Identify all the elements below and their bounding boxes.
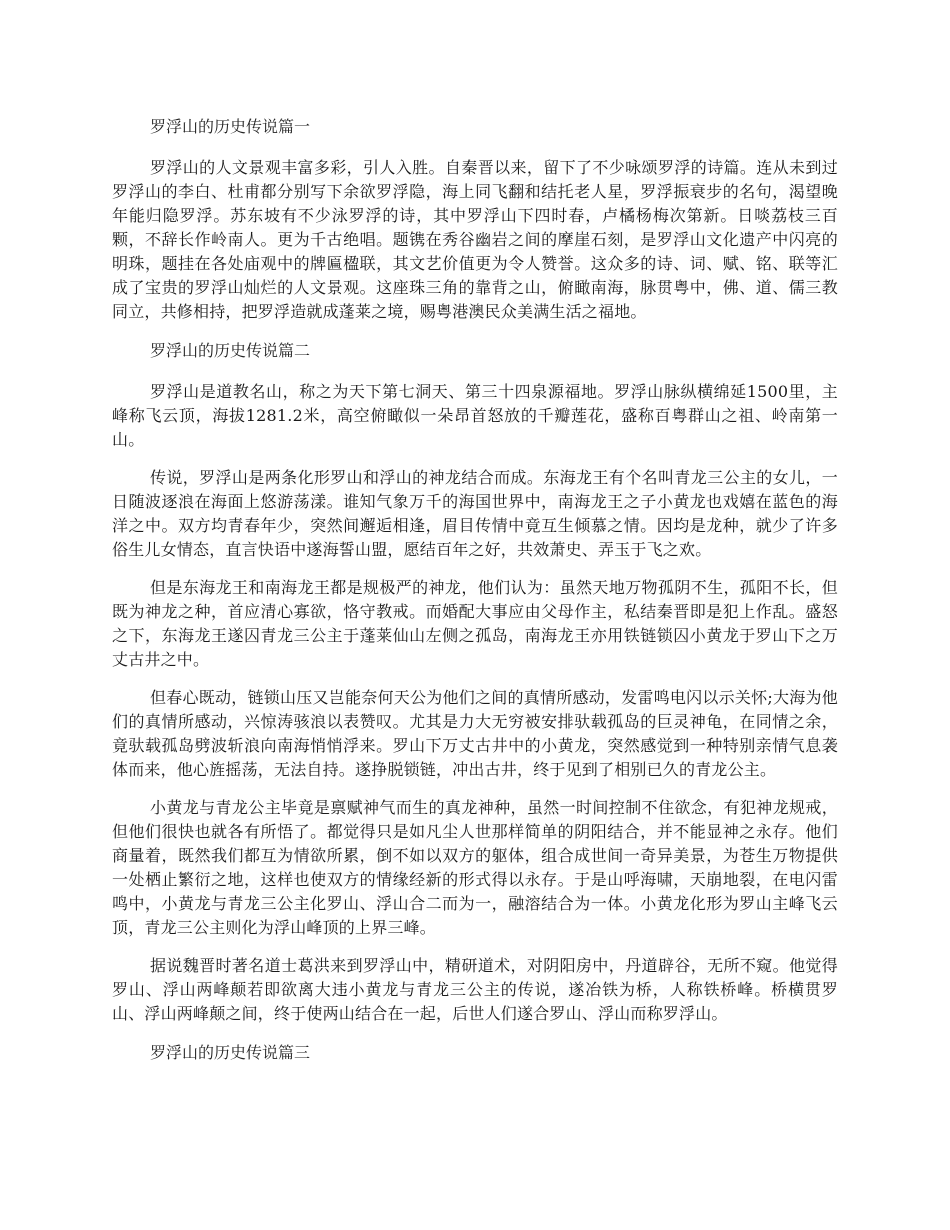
section-2-paragraph-2: 传说，罗浮山是两条化形罗山和浮山的神龙结合而成。东海龙王有个名叫青龙三公主的女儿，一日随波逐浪在海面上悠游荡漾。谁知气象万千的海国世界中，南海龙王之子小黄龙也戏嬉在蓝色的海洋之中。双方均青春年少，突然间邂逅相逢，眉目传情中竟互生倾慕之情。因均是龙种，就少了许多俗生儿女情态，直言快语中遂海誓山盟，愿结百年之好，共效萧史、弄玉于飞之欢。 (112, 468, 838, 559)
section-heading-2: 罗浮山的历史传说篇二 (150, 341, 311, 360)
section-2-paragraph-5: 小黄龙与青龙公主毕竟是禀赋神气而生的真龙神种，虽然一时间控制不住欲念，有犯神龙规戒，但他们很快也就各有所悟了。都觉得只是如凡尘人世那样简单的阴阳结合，并不能显神之永存。他们商量着，既然我们都互为情欲所累，倒不如以双方的躯体，组合成世间一奇异美景，为苍生万物提供一处栖止繁衍之地，这样也使双方的情缘经新的形式得以永存。于是山呼海啸，天崩地裂，在电闪雷鸣中，小黄龙与青龙三公主化罗山、浮山合二而为一，融溶结合为一体。小黄龙化形为罗山主峰飞云顶，青龙三公主则化为浮山峰顶的上界三峰。 (112, 798, 838, 937)
section-2-paragraph-1: 罗浮山是道教名山，称之为天下第七洞天、第三十四泉源福地。罗浮山脉纵横绵延1500里，主峰称飞云顶，海拔1281.2米，高空俯瞰似一朵昂首怒放的千瓣莲花，盛称百粤群山之祖、岭南第一山。 (112, 382, 838, 449)
section-2-paragraph-6: 据说魏晋时著名道士葛洪来到罗浮山中，精研道术，对阴阳房中，丹道辟谷，无所不窥。他觉得罗山、浮山两峰颠若即欲离大违小黄龙与青龙三公主的传说，遂冶铁为桥，人称铁桥峰。桥横贯罗山、浮山两峰颠之间，终于使两山结合在一起，后世人们遂合罗山、浮山而称罗浮山。 (112, 956, 838, 1023)
section-2-paragraph-3: 但是东海龙王和南海龙王都是规极严的神龙，他们认为：虽然天地万物孤阴不生，孤阳不长，但既为神龙之种，首应清心寡欲，恪守教戒。而婚配大事应由父母作主，私结秦晋即是犯上作乱。盛怒之下，东海龙王遂囚青龙三公主于蓬莱仙山左侧之孤岛，南海龙王亦用铁链锁囚小黄龙于罗山下之万丈古井之中。 (112, 578, 838, 669)
section-2-paragraph-4: 但春心既动，链锁山压又岂能奈何天公为他们之间的真情所感动，发雷鸣电闪以示关怀;大海为他们的真情所感动，兴惊涛骇浪以表赞叹。尤其是力大无穷被安排驮载孤岛的巨灵神龟，在同情之余，竟驮载孤岛劈波斩浪向南海悄悄浮来。罗山下万丈古井中的小黄龙，突然感觉到一种特别亲情气息袭体而来，他心旌摇荡，无法自持。遂挣脱锁链，冲出古井，终于见到了相别已久的青龙公主。 (112, 688, 838, 779)
section-1-paragraph-1: 罗浮山的人文景观丰富多彩，引人入胜。自秦晋以来，留下了不少咏颂罗浮的诗篇。连从未到过罗浮山的李白、杜甫都分别写下余欲罗浮隐，海上同飞翻和结托老人星，罗浮振衰步的名句，渴望晚年能归隐罗浮。苏东坡有不少泳罗浮的诗，其中罗浮山下四时春，卢橘杨梅次第新。日啖荔枝三百颗，不辞长作岭南人。更为千古绝唱。题镌在秀谷幽岩之间的摩崖石刻，是罗浮山文化遗产中闪亮的明珠，题挂在各处庙观中的牌匾楹联，其文艺价值更为令人赞誉。这众多的诗、词、赋、铭、联等汇成了宝贵的罗浮山灿烂的人文景观。这座珠三角的靠背之山，俯瞰南海，脉贯粤中，佛、道、儒三教同立，共修相持，把罗浮造就成蓬莱之境，赐粤港澳民众美满生活之福地。 (112, 158, 838, 321)
section-heading-3: 罗浮山的历史传说篇三 (150, 1043, 311, 1062)
section-heading-1: 罗浮山的历史传说篇一 (150, 117, 311, 136)
